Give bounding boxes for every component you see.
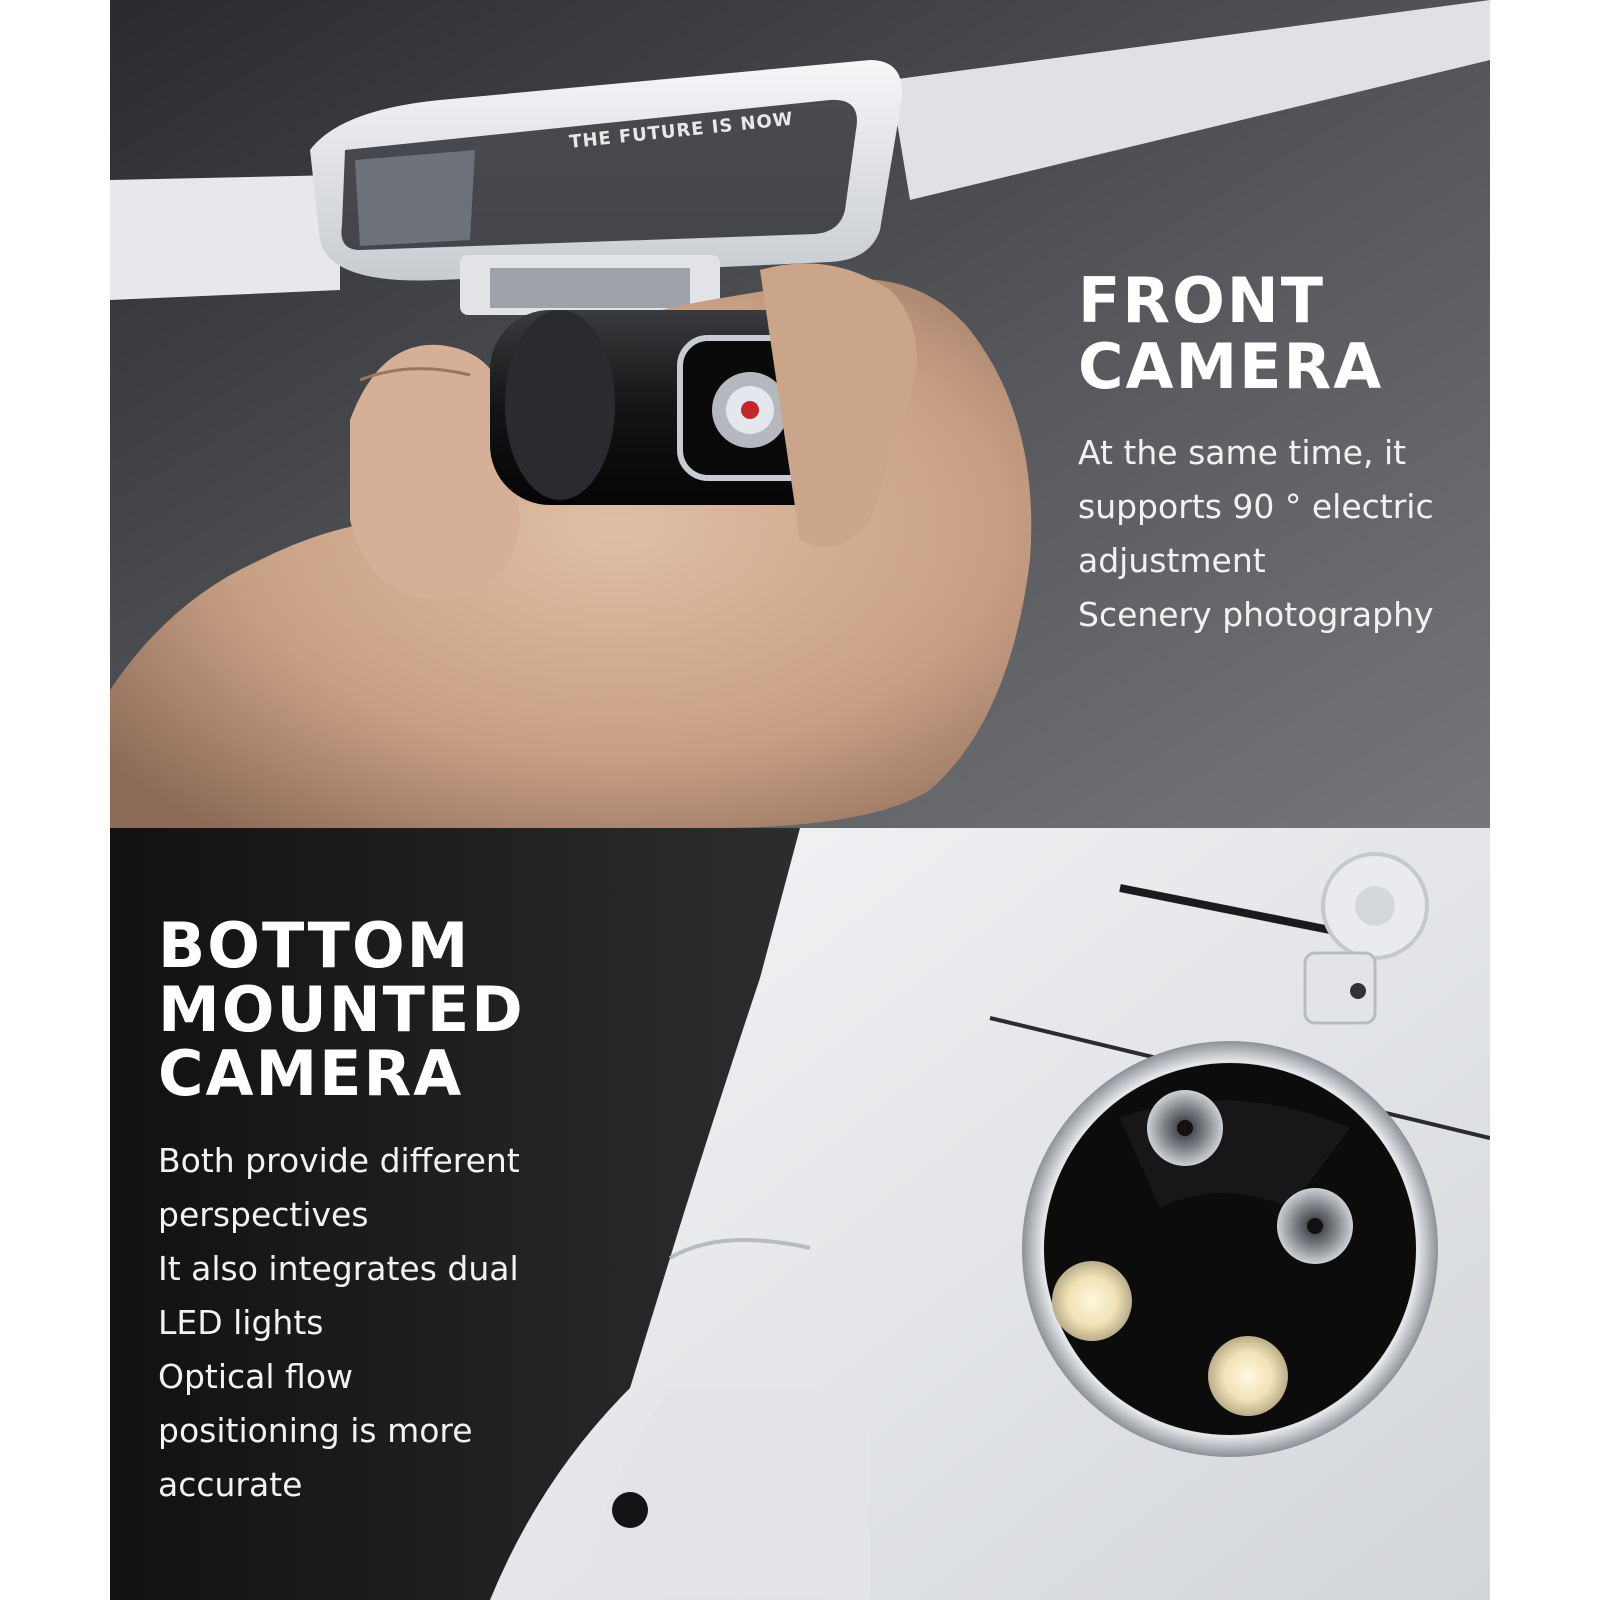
description-line: accurate [158,1465,303,1504]
description-line: adjustment [1078,541,1266,580]
heading-line: MOUNTED [158,973,525,1046]
bottom-camera-panel [110,828,1490,1600]
drone-window [355,150,475,246]
drone-arm-left [110,175,340,300]
heading-line: FRONT [1078,264,1325,337]
bottom-camera-description [158,1134,598,1512]
heading-line: BOTTOM [158,909,471,982]
front-camera-description [1078,426,1488,642]
front-camera-text [1078,264,1488,642]
led-left [1052,1261,1132,1341]
description-line: Scenery photography [1078,595,1434,634]
front-camera-heading [1078,264,1488,403]
description-line: supports 90 ° electric [1078,487,1434,526]
bottom-camera-heading [158,909,598,1110]
engraving-text: THE FUTURE IS NOW [568,108,795,153]
heading-line: CAMERA [1078,330,1384,403]
description-line: LED lights [158,1303,324,1342]
led-right [1208,1336,1288,1416]
description-line: perspectives [158,1195,369,1234]
front-camera-panel [110,0,1490,828]
bottom-camera-module [1022,1041,1438,1457]
description-line: Optical flow [158,1357,354,1396]
description-line: It also integrates dual [158,1249,519,1288]
heading-line: CAMERA [158,1037,464,1110]
description-line: positioning is more [158,1411,473,1450]
bottom-camera-text [158,909,598,1512]
screw-hole [612,1492,648,1528]
description-line: Both provide different [158,1141,520,1180]
description-line: At the same time, it [1078,433,1407,472]
